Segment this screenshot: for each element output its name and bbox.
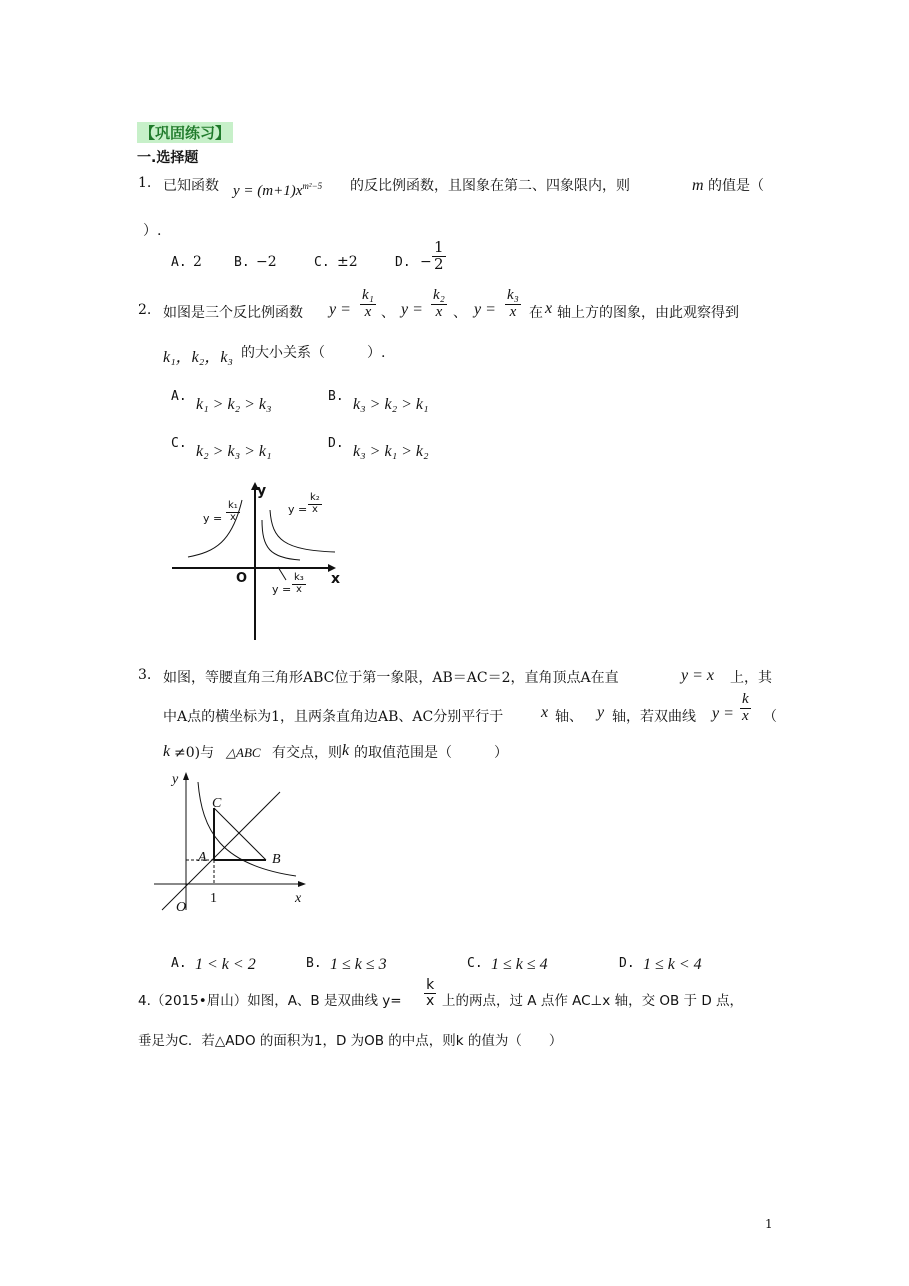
q1-option-d-sign: − [420,254,432,270]
q3-line2: 中A点的横坐标为1，且两条直角边AB、AC分别平行于 [163,709,504,725]
q2-label-x: x [331,571,341,587]
q1-option-a-text: 2 [193,254,202,270]
q3-line2-x: x [541,704,549,721]
q1-option-b-text: −2 [256,254,277,270]
q3-number: 3. [138,667,152,683]
q1-number: 1. [138,175,152,191]
q2-line2-vars: k₁，k₂，k₃ [163,349,233,366]
q3-line2-y: y [597,704,605,721]
q3-line3-k: k [163,743,171,760]
q4-line2: 垂足为C．若△ADO 的面积为1，D 为OB 的中点，则k 的值为（ ） [138,1033,563,1049]
q3-option-a-text: 1 < k < 2 [195,956,256,973]
q2-f2-lhs: y = [401,301,423,318]
q4-line1-pre: 4.（2015•眉山）如图，A、B 是双曲线 y= [138,993,402,1009]
q1-option-d-den: 2 [434,254,444,273]
q2-lbl2-frac [308,493,322,515]
q1-option-d-fraction [432,240,446,273]
q2-text-pre: 如图是三个反比例函数 [163,305,303,321]
q2-f1-den: x [364,303,372,320]
q3-label-y: y [172,772,179,787]
q4-line1-post: 上的两点，过 A 点作 AC⊥x 轴，交 OB 于 D 点， [442,993,744,1009]
q4-frac-num: k [424,978,436,994]
q3-option-a-letter: A. [171,956,187,971]
q3-line1: 如图，等腰直角三角形ABC位于第一象限，AB＝AC＝2，直角顶点A在直 [163,670,619,686]
q3-label-1: 1 [210,891,217,906]
q3-line3-end: 的取值范围是（ ） [354,745,508,761]
q1-option-c-letter: C. [314,255,330,270]
q3-line2-mid: 轴、 [555,709,583,725]
q1-option-d-letter: D. [395,255,411,270]
q3-line2-den: x [742,707,749,724]
q1-tail2: ）. [143,223,162,239]
q2-text-post2: 轴上方的图象，由此观察得到 [557,305,739,321]
q1-formula [233,181,322,200]
q2-lbl3-lhs: y = [272,583,292,596]
q3-label-a: A [198,850,207,865]
q3-line2-frac [740,692,751,725]
q2-label-y: y [257,483,267,499]
page-number: 1 [765,1217,773,1231]
q2-number: 2. [138,302,152,318]
q3-line2-lhs: y = [712,705,734,722]
q2-lbl3-den: x [295,583,302,595]
q3-label-b: B [272,852,281,867]
q1-option-b-letter: B. [234,255,250,270]
q1-formula-exponent: m²−5 [302,181,323,191]
q1-text-pre: 已知函数 [163,178,219,194]
q1-formula-main: y = (m+1)x [233,183,303,199]
q2-curve-k2 [270,510,335,552]
q3-line2-paren: （ [763,709,777,725]
q2-lbl2-num: k₂ [310,492,320,503]
q2-text-post: 在 [529,305,543,321]
q3-option-d-letter: D. [619,956,635,971]
q3-line2-num: k [742,691,749,707]
q1-text-post: 的反比例函数，且图象在第二、四象限内，则 [350,178,630,194]
q3-option-b-letter: B. [306,956,322,971]
q3-option-c-letter: C. [467,956,483,971]
q3-line3-neq: ≠0)与 [174,745,215,761]
q1-tail: 的值是（ [708,178,764,194]
q2-lbl2-lhs: y = [288,503,308,516]
q2-f2-num: k₂ [433,287,445,303]
q2-f3-lhs: y = [474,301,496,318]
q4-frac-den: x [426,992,435,1009]
q2-lbl3-frac [292,573,306,595]
q2-label-o: O [236,571,248,586]
q3-line3-mid: 有交点，则 [272,745,342,761]
q2-curve-k3 [262,520,300,560]
q2-f2-fraction [431,288,447,321]
q3-graph-svg [150,770,310,920]
q2-sep-1: 、 [381,305,395,321]
q2-f2-den: x [435,303,443,320]
q2-option-d-letter: D. [328,436,344,451]
q2-option-c-text: k₂ > k₃ > k₁ [196,443,272,460]
q3-line3-tri: △ABC [226,745,261,760]
q3-line1-math: y = x [681,667,714,684]
q2-f3-den: x [509,303,517,320]
q3-line1-end: 上，其 [730,670,772,686]
q2-lbl1-frac [226,501,240,523]
q1-option-d-num: 1 [434,238,444,256]
q2-option-c-letter: C. [171,436,187,451]
q3-line2-mid2: 轴，若双曲线 [612,709,696,725]
q2-option-d-text: k₃ > k₁ > k₂ [353,443,429,460]
q2-f3-num: k₃ [507,287,519,303]
q2-graph-svg [160,480,360,645]
section-title: 【巩固练习】 [137,122,233,143]
q2-lbl1-lhs: y = [203,512,223,525]
q2-f1-lhs: y = [329,301,351,318]
q3-option-d-text: 1 ≤ k < 4 [643,956,702,973]
q2-option-a-text: k₁ > k₂ > k₃ [196,396,272,413]
q3-label-o: O [176,900,187,915]
q2-lbl1-num: k₁ [228,500,238,511]
q2-lbl2-den: x [311,503,318,515]
q3-side-bc [214,808,266,860]
q2-line2-text: 的大小关系（ ）. [241,345,386,361]
q3-line3-k2: k [342,742,350,759]
q2-var-x: x [545,300,553,317]
q3-label-c: C [212,796,222,811]
q2-lbl1-den: x [229,511,236,523]
q2-option-b-letter: B. [328,389,344,404]
q2-option-a-letter: A. [171,389,187,404]
subsection-title: 一.选择题 [137,150,199,166]
q3-x-arrow [298,881,306,887]
q3-option-b-text: 1 ≤ k ≤ 3 [330,956,387,973]
q2-f3-fraction [505,288,521,321]
q3-label-x: x [295,891,302,906]
q1-option-c-text: ±2 [337,254,358,270]
q2-f1-num: k₁ [362,287,374,303]
q1-var-m: m [692,177,704,194]
q1-option-a-letter: A. [171,255,187,270]
q3-option-c-text: 1 ≤ k ≤ 4 [491,956,548,973]
q2-option-b-text: k₃ > k₂ > k₁ [353,396,429,413]
q2-f1-fraction [360,288,376,321]
q2-lbl3-num: k₃ [294,572,304,583]
q3-y-arrow [183,772,189,780]
q2-sep-2: 、 [453,305,467,321]
q4-fraction [424,978,436,1008]
